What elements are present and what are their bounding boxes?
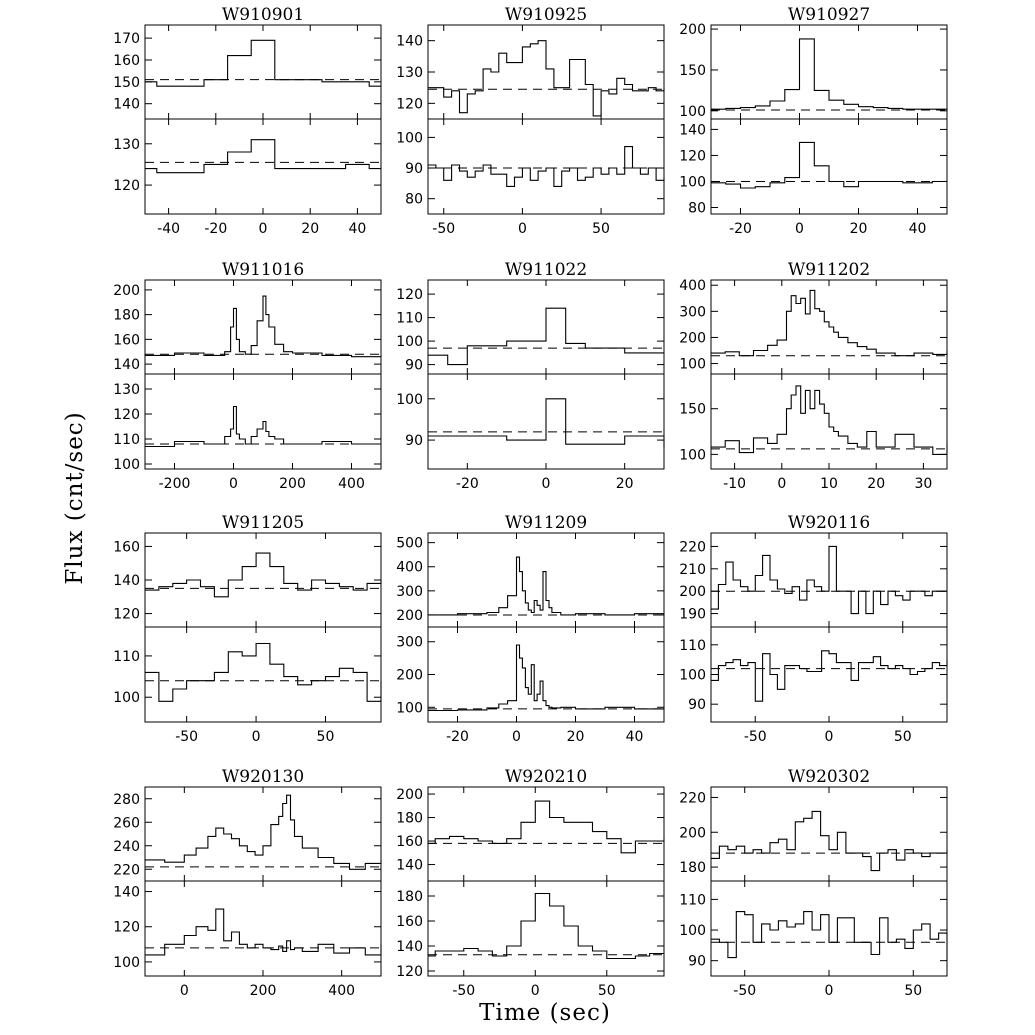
lightcurve-panel-W911205	[113, 513, 381, 745]
y-tick-label: 140	[113, 96, 140, 113]
lightcurve-top	[145, 795, 381, 869]
y-tick-label: 110	[113, 648, 140, 665]
x-tick-label: 0	[517, 221, 527, 237]
subpanel-top	[396, 533, 664, 627]
y-tick-label: 160	[396, 914, 423, 930]
y-tick-label: 140	[113, 357, 140, 374]
lightcurve-panel-W910925	[396, 5, 664, 237]
lightcurve-panel-W911209	[396, 513, 664, 745]
y-tick-label: 80	[688, 200, 706, 217]
subpanel-bottom	[396, 119, 664, 214]
x-tick-label: 0	[824, 729, 834, 745]
plot-frame	[711, 25, 947, 119]
y-tick-label: 200	[396, 607, 423, 624]
y-tick-label: 220	[679, 790, 706, 807]
y-tick-label: 100	[679, 923, 706, 940]
panel-title: W920210	[504, 767, 588, 787]
lightcurve-top	[428, 41, 664, 116]
y-tick-label: 180	[113, 307, 140, 324]
x-tick-label: -50	[175, 729, 199, 745]
plot-frame	[428, 881, 664, 976]
x-tick-label: 0	[795, 221, 804, 237]
panel-title: W911016	[221, 260, 305, 280]
y-tick-label: 100	[113, 457, 140, 473]
y-tick-label: 140	[113, 573, 140, 589]
subpanel-bottom	[113, 881, 381, 976]
y-tick-label: 220	[113, 862, 140, 879]
x-tick-label: 0	[541, 476, 551, 492]
x-axis-label: Time (sec)	[479, 1000, 611, 1026]
subpanel-top	[679, 22, 947, 120]
x-tick-label: 200	[249, 983, 277, 999]
y-tick-label: 130	[396, 65, 423, 81]
y-tick-label: 180	[679, 860, 706, 877]
panel-title: W910927	[787, 5, 871, 25]
y-tick-label: 80	[405, 191, 423, 208]
y-tick-label: 140	[679, 122, 706, 139]
x-tick-label: 20	[615, 476, 634, 492]
x-tick-label: 50	[597, 983, 616, 999]
subpanel-top	[679, 278, 947, 374]
y-tick-label: 240	[113, 838, 140, 855]
y-tick-label: 90	[688, 953, 706, 970]
subpanel-top	[396, 280, 664, 374]
y-tick-label: 500	[396, 535, 423, 552]
y-tick-label: 160	[113, 52, 140, 69]
y-tick-label: 140	[396, 939, 423, 955]
panel-title: W920302	[787, 767, 871, 787]
x-tick-label: 0	[824, 983, 834, 999]
y-tick-label: 140	[396, 33, 423, 50]
plot-frame	[428, 119, 664, 214]
lightcurve-panel-W920130	[113, 767, 381, 999]
y-tick-label: 160	[113, 539, 140, 556]
y-tick-label: 220	[679, 539, 706, 556]
subpanel-bottom	[396, 881, 664, 980]
y-tick-label: 120	[113, 407, 140, 423]
x-tick-label: -10	[723, 476, 747, 492]
x-tick-label: -50	[743, 729, 767, 745]
x-tick-label: -50	[432, 221, 456, 237]
plot-frame	[145, 881, 381, 976]
y-tick-label: 100	[679, 356, 706, 373]
y-tick-label: 200	[679, 825, 706, 842]
y-tick-label: 200	[679, 22, 706, 39]
x-tick-label: 20	[849, 221, 868, 237]
plot-frame	[428, 25, 664, 119]
y-tick-label: 200	[113, 282, 140, 299]
y-tick-label: 100	[679, 103, 706, 120]
y-tick-label: 120	[396, 96, 423, 113]
y-tick-label: 280	[113, 791, 140, 808]
x-tick-label: -50	[733, 983, 757, 999]
x-tick-label: -20	[446, 729, 469, 745]
lightcurve-top	[145, 553, 381, 597]
y-tick-label: 110	[113, 432, 140, 448]
y-tick-label: 110	[396, 310, 423, 327]
y-tick-label: 210	[679, 561, 706, 578]
lightcurve-top	[145, 296, 381, 357]
x-tick-label: 50	[316, 729, 335, 745]
y-tick-label: 400	[396, 559, 423, 576]
lightcurve-panel-W911016	[113, 260, 381, 492]
y-tick-label: 100	[679, 667, 706, 684]
y-tick-label: 260	[113, 815, 140, 832]
x-tick-label: 40	[625, 729, 644, 745]
y-tick-label: 140	[396, 857, 423, 874]
subpanel-bottom	[679, 881, 947, 976]
x-tick-label: -200	[158, 476, 191, 492]
y-tick-label: 130	[113, 382, 140, 398]
y-tick-label: 110	[679, 637, 706, 654]
subpanel-bottom	[396, 627, 664, 722]
y-tick-label: 100	[113, 690, 140, 707]
y-tick-label: 150	[679, 62, 706, 79]
x-tick-label: 20	[566, 729, 585, 745]
y-tick-label: 200	[679, 330, 706, 347]
x-tick-label: 40	[908, 221, 927, 237]
y-tick-label: 150	[679, 401, 706, 418]
lightcurve-panel-W910927	[679, 5, 947, 237]
y-tick-label: 130	[113, 136, 140, 153]
y-tick-label: 100	[679, 447, 706, 464]
lightcurve-top	[711, 811, 947, 870]
y-tick-label: 140	[113, 884, 140, 901]
plot-frame	[145, 280, 381, 374]
lightcurve-bottom	[428, 645, 664, 711]
y-tick-label: 200	[679, 584, 706, 601]
plot-frame	[145, 627, 381, 722]
subpanel-bottom	[679, 374, 947, 469]
lightcurve-top	[711, 290, 947, 355]
y-tick-label: 100	[396, 130, 423, 147]
plot-frame	[711, 787, 947, 881]
panel-title: W920116	[787, 513, 871, 533]
lightcurve-panel-W911022	[396, 260, 664, 492]
y-tick-label: 160	[396, 834, 423, 851]
x-tick-label: 10	[820, 476, 838, 492]
subpanel-bottom	[679, 627, 947, 722]
x-tick-label: -20	[729, 221, 752, 237]
y-tick-label: 400	[679, 278, 706, 295]
y-tick-label: 180	[396, 810, 423, 827]
x-tick-label: 40	[348, 221, 367, 237]
y-tick-label: 100	[113, 954, 140, 971]
x-tick-label: 400	[338, 476, 365, 492]
x-tick-label: 50	[904, 983, 923, 999]
x-tick-label: -20	[455, 476, 479, 492]
y-tick-label: 150	[113, 74, 140, 91]
y-tick-label: 200	[396, 667, 423, 684]
subpanel-top	[679, 533, 947, 627]
y-tick-label: 90	[405, 161, 423, 178]
y-tick-label: 120	[113, 178, 140, 195]
subpanel-bottom	[396, 374, 664, 469]
x-tick-label: 200	[279, 476, 306, 492]
lightcurve-top	[711, 39, 947, 109]
subpanel-bottom	[113, 627, 381, 722]
panel-title: W910925	[504, 5, 588, 25]
x-tick-label: 50	[592, 221, 610, 237]
y-tick-label: 100	[679, 174, 706, 191]
y-tick-label: 90	[405, 433, 423, 450]
panel-title: W911022	[504, 260, 588, 280]
subpanel-bottom	[113, 374, 381, 473]
subpanel-top	[113, 787, 381, 881]
y-tick-label: 120	[113, 919, 140, 936]
y-tick-label: 120	[396, 964, 423, 980]
lightcurve-panel-W920302	[679, 767, 947, 999]
subpanel-top	[679, 787, 947, 881]
y-tick-label: 200	[396, 787, 423, 804]
subpanel-top	[113, 25, 381, 119]
y-tick-label: 100	[396, 334, 423, 351]
y-tick-label: 300	[396, 583, 423, 600]
x-tick-label: 0	[258, 221, 268, 237]
y-tick-label: 100	[396, 700, 423, 717]
lightcurve-bottom	[428, 147, 664, 187]
lightcurve-top	[428, 308, 664, 364]
lightcurve-bottom	[145, 407, 381, 447]
x-tick-label: 0	[251, 729, 261, 745]
lightcurve-top	[428, 801, 664, 853]
x-tick-label: 0	[512, 729, 521, 745]
y-axis-label: Flux (cnt/sec)	[62, 411, 88, 585]
lightcurve-bottom	[711, 386, 947, 455]
x-tick-label: 20	[867, 476, 886, 492]
y-tick-label: 190	[679, 606, 706, 623]
y-tick-label: 100	[396, 391, 423, 408]
lightcurve-bottom	[428, 399, 664, 449]
subpanel-top	[113, 280, 381, 374]
subpanel-top	[396, 787, 664, 881]
x-tick-label: -40	[157, 221, 181, 237]
y-tick-label: 90	[688, 697, 706, 714]
x-tick-label: 30	[914, 476, 933, 492]
subpanel-top	[396, 25, 664, 119]
x-tick-label: -50	[452, 983, 476, 999]
y-tick-label: 120	[396, 287, 423, 304]
panel-title: W911205	[221, 513, 305, 533]
x-tick-label: 0	[777, 476, 787, 492]
lightcurve-bottom	[711, 651, 947, 701]
x-tick-label: 0	[229, 476, 238, 492]
y-tick-label: 90	[405, 357, 423, 374]
y-tick-label: 300	[679, 304, 706, 321]
panel-title: W920130	[221, 767, 305, 787]
x-tick-label: -20	[204, 221, 228, 237]
lightcurve-top	[711, 546, 947, 613]
subpanel-top	[113, 533, 381, 627]
y-tick-label: 300	[396, 634, 423, 651]
x-tick-label: 50	[893, 729, 912, 745]
lightcurve-top	[428, 557, 664, 615]
plot-frame	[145, 533, 381, 627]
lightcurve-bottom	[711, 912, 947, 961]
lightcurve-bottom	[145, 140, 381, 173]
lightcurve-panel-W920116	[679, 513, 947, 745]
panel-title: W911209	[504, 513, 588, 533]
panel-title: W911202	[787, 260, 871, 280]
lightcurve-panel-W911202	[679, 260, 947, 492]
y-tick-label: 170	[113, 31, 140, 48]
y-tick-label: 120	[679, 148, 706, 165]
plot-frame	[145, 25, 381, 119]
x-tick-label: 400	[328, 983, 356, 999]
x-tick-label: 0	[530, 983, 540, 999]
subpanel-bottom	[679, 119, 947, 216]
panel-grid	[113, 5, 947, 999]
y-tick-label: 110	[679, 892, 706, 909]
x-tick-label: 0	[179, 983, 189, 999]
subpanel-bottom	[113, 119, 381, 214]
y-tick-label: 160	[113, 332, 140, 349]
lightcurve-bottom	[428, 894, 664, 959]
lightcurve-panel-W910901	[113, 5, 381, 237]
lightcurve-bottom	[145, 644, 381, 702]
y-tick-label: 180	[396, 889, 423, 905]
y-tick-label: 120	[113, 606, 140, 623]
panel-title: W910901	[221, 5, 305, 25]
x-tick-label: 20	[301, 221, 320, 237]
lightcurve-panel-W920210	[396, 767, 664, 999]
